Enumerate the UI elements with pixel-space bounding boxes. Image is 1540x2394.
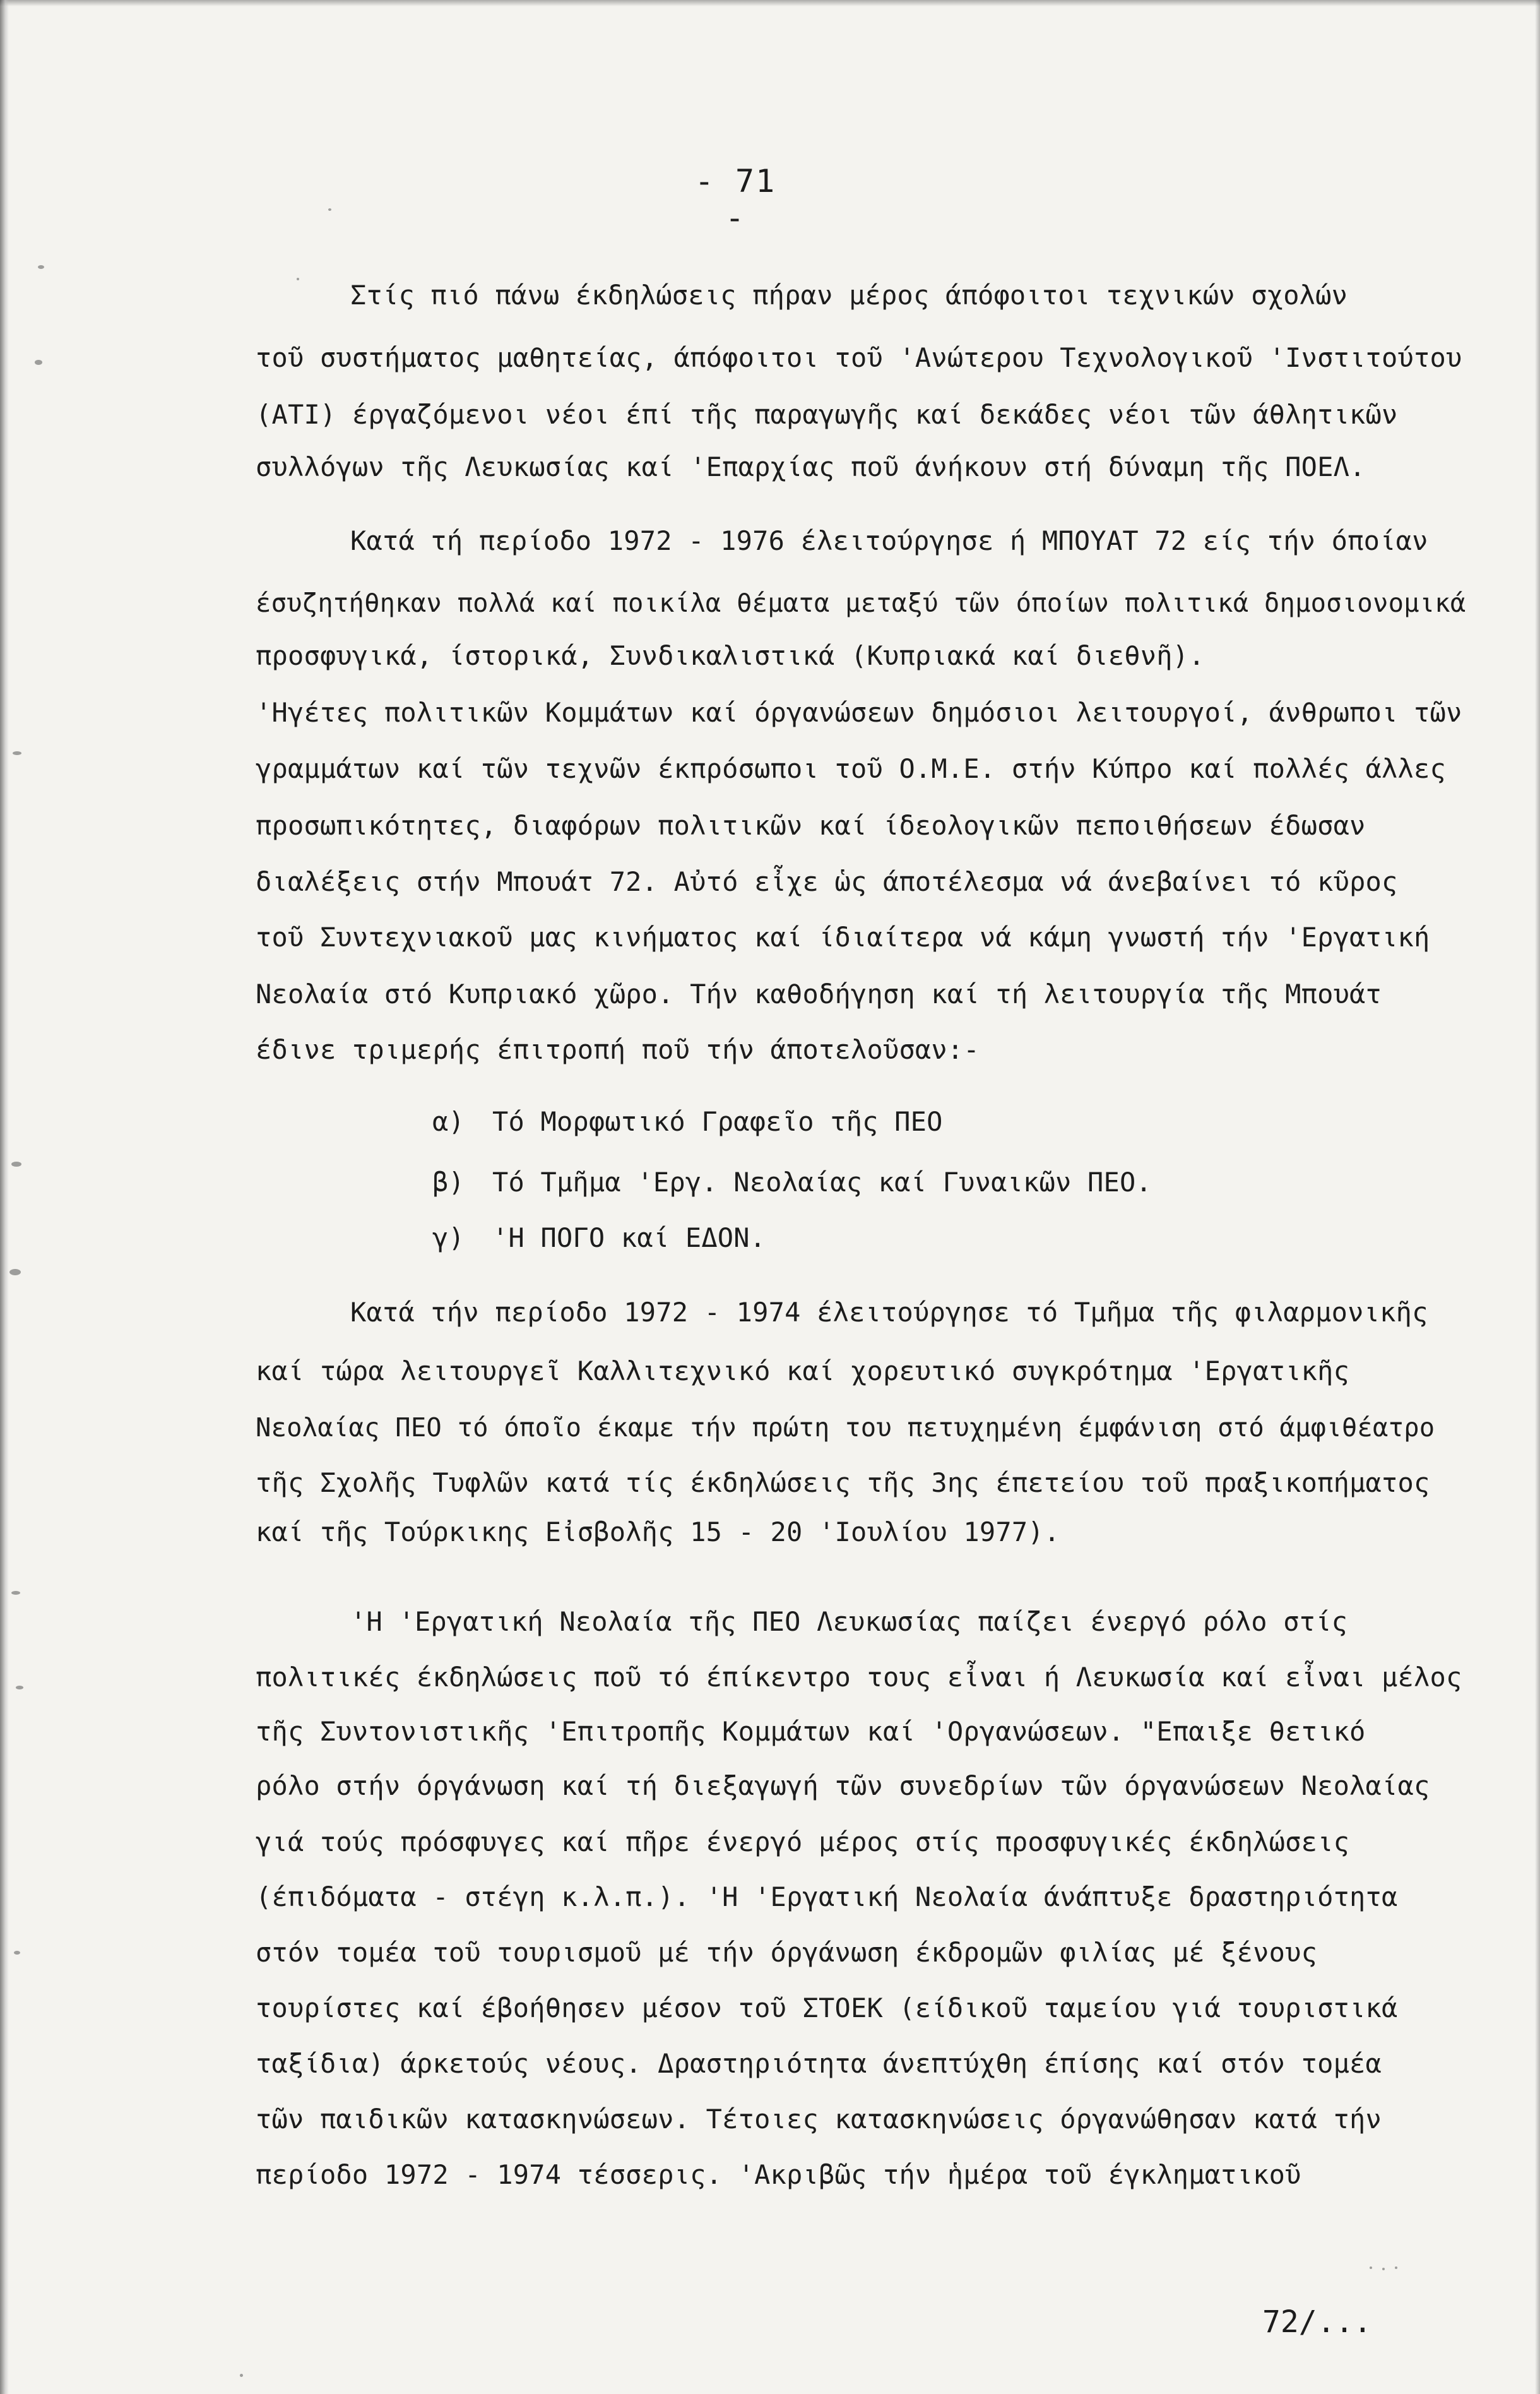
list-item: Τό Μορφωτικό Γραφεῖο τῆς ΠΕΟ	[492, 1106, 943, 1137]
text-line: Νεολαίας ΠΕΟ τό όποῖο έκαμε τήν πρώτη του πετυχημένη έμφάνιση στό άμφιθέατρο	[256, 1412, 1435, 1443]
scan-speck	[297, 278, 299, 280]
scan-speck	[14, 1951, 20, 1955]
text-line: ρόλο στήν όργάνωση καί τή διεξαγωγή τῶν συνεδρίων τῶν όργανώσεων Νεολαίας	[256, 1770, 1430, 1801]
text-line: διαλέξεις στήν Μπουάτ 72. Αὐτό εἶχε ὡς άποτέλεσμα νά άνεβαίνει τό κῦρος	[256, 866, 1398, 897]
list-marker: γ)	[432, 1222, 465, 1253]
scan-edge-top	[0, 0, 1540, 6]
text-line: στόν τομέα τοῦ τουρισμοῦ μέ τήν όργάνωση έκδρομῶν φιλίας μέ ξένους	[256, 1937, 1318, 1968]
scan-speck	[11, 1591, 20, 1595]
list-marker: β)	[432, 1167, 465, 1198]
scan-speck	[1382, 2268, 1385, 2270]
list-item: Τό Τμῆμα 'Εργ. Νεολαίας καί Γυναικῶν ΠΕΟ.	[492, 1167, 1152, 1198]
scan-speck	[240, 2374, 243, 2377]
page-number: - 71 -	[694, 163, 776, 236]
text-line: έσυζητήθηκαν πολλά καί ποικίλα θέματα μεταξύ τῶν όποίων πολιτικά δημοσιονομικά	[256, 588, 1466, 618]
text-line: Στίς πιό πάνω έκδηλώσεις πήραν μέρος άπόφοιτοι τεχνικών σχολών	[350, 280, 1348, 311]
text-line: 'Ηγέτες πολιτικῶν Κομμάτων καί όργανώσεων δημόσιοι λειτουργοί, άνθρωποι τῶν	[256, 697, 1462, 728]
scan-speck	[328, 208, 331, 211]
text-line: τουρίστες καί έβοήθησεν μέσον τοῦ ΣΤΟΕΚ (είδικοῦ ταμείου γιά τουριστικά	[256, 1992, 1398, 2023]
scan-edge-left	[0, 0, 9, 2394]
scan-speck	[1395, 2266, 1397, 2269]
text-line: πολιτικές έκδηλώσεις ποῦ τό έπίκεντρο τους εἶναι ή Λευκωσία καί εἶναι μέλος	[256, 1662, 1462, 1693]
text-line: προσφυγικά, ίστορικά, Συνδικαλιστικά (Κυπριακά καί διεθνῆ).	[256, 640, 1205, 671]
text-line: Κατά τή περίοδο 1972 - 1976 έλειτούργησε ή ΜΠΟΥΑΤ 72 είς τήν όποίαν	[350, 525, 1428, 556]
scan-speck	[16, 1686, 23, 1689]
scan-edge-right	[1535, 0, 1540, 2394]
text-line: (ΑΤΙ) έργαζόμενοι νέοι έπί τῆς παραγωγῆς καί δεκάδες νέοι τῶν άθλητικῶν	[256, 399, 1398, 430]
text-line: (έπιδόματα - στέγη κ.λ.π.). 'Η 'Εργατική Νεολαία άνάπτυξε δραστηριότητα	[256, 1881, 1398, 1912]
scan-speck	[1370, 2266, 1372, 2269]
text-line: τῶν παιδικῶν κατασκηνώσεων. Τέτοιες κατασκηνώσεις όργανώθησαν κατά τήν	[256, 2104, 1382, 2135]
text-line: γιά τούς πρόσφυγες καί πῆρε ένεργό μέρος στίς προσφυγικές έκδηλώσεις	[256, 1826, 1350, 1857]
text-line: περίοδο 1972 - 1974 τέσσερις. 'Ακριβῶς τήν ἡμέρα τοῦ έγκληματικοῦ	[256, 2159, 1301, 2190]
text-line: συλλόγων τῆς Λευκωσίας καί 'Επαρχίας ποῦ άνήκουν στή δύναμη τῆς ΠΟΕΛ.	[256, 451, 1366, 482]
text-line: Κατά τήν περίοδο 1972 - 1974 έλειτούργησε τό Τμῆμα τῆς φιλαρμονικῆς	[350, 1297, 1428, 1328]
text-line: τῆς Σχολῆς Τυφλῶν κατά τίς έκδηλώσεις τῆς 3ης έπετείου τοῦ πραξικοπήματος	[256, 1467, 1430, 1498]
text-line: ταξίδια) άρκετούς νέους. Δραστηριότητα άνεπτύχθη έπίσης καί στόν τομέα	[256, 2048, 1382, 2079]
text-line: έδινε τριμερής έπιτροπή ποῦ τήν άποτελοῦσαν:-	[256, 1034, 980, 1065]
scan-speck	[38, 265, 44, 269]
scan-speck	[35, 360, 42, 365]
scan-speck	[9, 1269, 21, 1275]
text-line: γραμμάτων καί τῶν τεχνῶν έκπρόσωποι τοῦ Ο.Μ.Ε. στήν Κύπρο καί πολλές άλλες	[256, 753, 1446, 784]
text-line: τοῦ συστήματος μαθητείας, άπόφοιτοι τοῦ 'Ανώτερου Τεχνολογικοῦ 'Ινστιτούτου	[256, 342, 1462, 373]
scan-speck	[13, 751, 21, 755]
text-line: Νεολαία στό Κυπριακό χῶρο. Τήν καθοδήγηση καί τή λειτουργία τῆς Μπουάτ	[256, 979, 1382, 1009]
list-marker: α)	[432, 1106, 465, 1137]
text-line: καί τώρα λειτουργεῖ Καλλιτεχνικό καί χορευτικό συγκρότημα 'Εργατικῆς	[256, 1355, 1350, 1386]
scan-speck	[11, 1162, 21, 1167]
continuation-marker: 72/...	[1262, 2304, 1372, 2340]
text-line: καί τῆς Τούρκικης Εἰσβολῆς 15 - 20 'Ιουλίου 1977).	[256, 1516, 1060, 1547]
text-line: τῆς Συντονιστικῆς 'Επιτροπῆς Κομμάτων καί 'Οργανώσεων. "Επαιξε θετικό	[256, 1716, 1366, 1747]
text-line: προσωπικότητες, διαφόρων πολιτικῶν καί ίδεολογικῶν πεποιθήσεων έδωσαν	[256, 810, 1366, 841]
text-line: 'Η 'Εργατική Νεολαία τῆς ΠΕΟ Λευκωσίας παίζει ένεργό ρόλο στίς	[350, 1606, 1348, 1637]
text-line: τοῦ Συντεχνιακοῦ μας κινήματος καί ίδιαίτερα νά κάμη γνωστή τήν 'Εργατική	[256, 922, 1430, 953]
list-item: 'Η ΠΟΓΟ καί ΕΔΟΝ.	[492, 1222, 766, 1253]
